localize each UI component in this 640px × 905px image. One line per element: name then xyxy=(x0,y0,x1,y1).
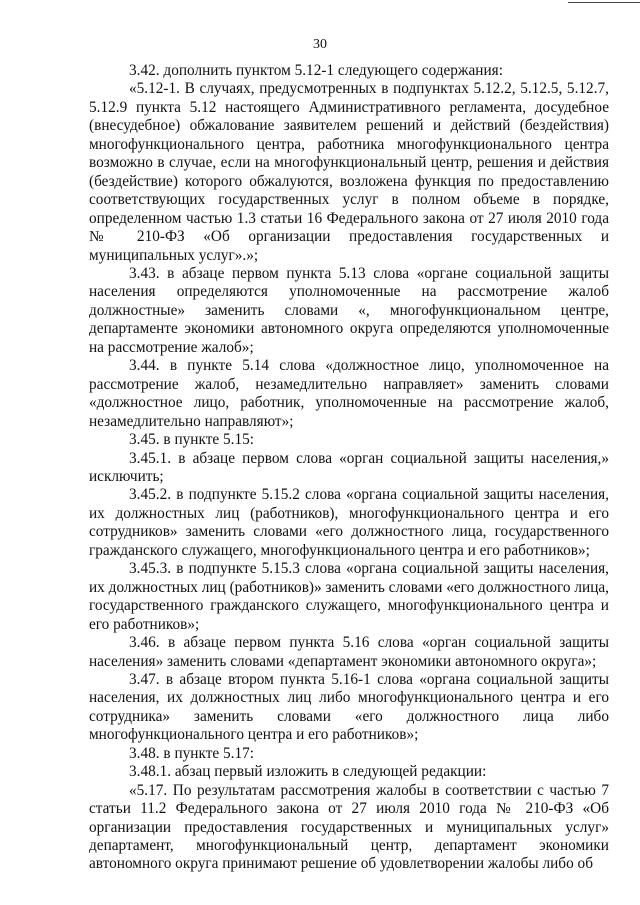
paragraph-3-45: 3.45. в пункте 5.15: xyxy=(129,431,255,449)
paragraph-3-45-1: 3.45.1. в абзаце первом слова «орган социальной защиты населения,» исключить; xyxy=(89,449,609,485)
paragraph-3-43: 3.43. в абзаце первом пункта 5.13 слова «органе социальной защиты населения определяются уполномоченные на рассмотрение жалоб должностные» заменить словами «, многофункциональном центре, департаменте экономики автономного округа определяются уполномоченные на рассмотрение жалоб»; xyxy=(89,264,609,356)
paragraph-3-48-1: 3.48.1. абзац первый изложить в следующей редакции: xyxy=(129,763,487,781)
paragraph-3-46: 3.46. в абзаце первом пункта 5.16 слова «орган социальной защиты населения» заменить словами «департамент экономики автономного округа»; xyxy=(89,634,609,670)
document-body xyxy=(89,62,609,874)
paragraph-5-12-1-quote: «5.12-1. В случаях, предусмотренных в подпунктах 5.12.2, 5.12.5, 5.12.7, 5.12.9 пункта 5.12 настоящего Административного регламента, досудебное (внесудебное) обжалование заявителем решений и действий (бездействия) многофункционального центра, работника многофункционального центра возможно в случае, если на многофункциональный центр, решения и действия (бездействие) которого обжалуются, возложена функция по предоставлению соответствующих государственных услуг в полном объеме в порядке, определенном частью 1.3 статьи 16 Федерального закона от 27 июля 2010 года № 210-ФЗ «Об организации предоставления государственных и муниципальных услуг».»; xyxy=(89,80,609,264)
paragraph-5-17-quote: «5.17. По результатам рассмотрения жалобы в соответствии с частью 7 статьи 11.2 Федерального закона от 27 июля 2010 года № 210-ФЗ «Об организации предоставления государственных и муниципальных услуг» департамент, многофункциональный центр, департамент экономики автономного округа принимают решение об удовлетворении жалобы либо об xyxy=(89,781,609,873)
page-number: 30 xyxy=(313,37,327,52)
top-rule xyxy=(568,2,640,3)
paragraph-3-47: 3.47. в абзаце втором пункта 5.16-1 слова «органа социальной защиты населения, их должностных лиц либо многофункционального центра и его сотрудника» заменить словами «его должностного лица либо многофункционального центра и его работников»; xyxy=(89,670,609,744)
paragraph-3-48: 3.48. в пункте 5.17: xyxy=(129,744,255,762)
paragraph-3-45-2: 3.45.2. в подпункте 5.15.2 слова «органа социальной защиты населения, их должностных лиц (работников), многофункционального центра и его сотрудников» заменить словами «его должностного лица, государственного гражданского служащего, многофункционального центра и его работников»; xyxy=(89,486,609,559)
paragraph-3-42: 3.42. дополнить пунктом 5.12-1 следующего содержания: xyxy=(129,62,503,79)
paragraph-3-45-3: 3.45.3. в подпункте 5.15.3 слова «органа социальной защиты населения, их должностных лиц (работников)» заменить словами «его должностного лица, государственного гражданского служащего, многофункционального центра и его работников»; xyxy=(89,560,609,633)
paragraph-3-44: 3.44. в пункте 5.14 слова «должностное лицо, уполномоченное на рассмотрение жалоб, незамедлительно направляет» заменить словами «должностное лицо, работник, уполномоченные на рассмотрение жалоб, незамедлительно направляют»; xyxy=(89,357,609,430)
